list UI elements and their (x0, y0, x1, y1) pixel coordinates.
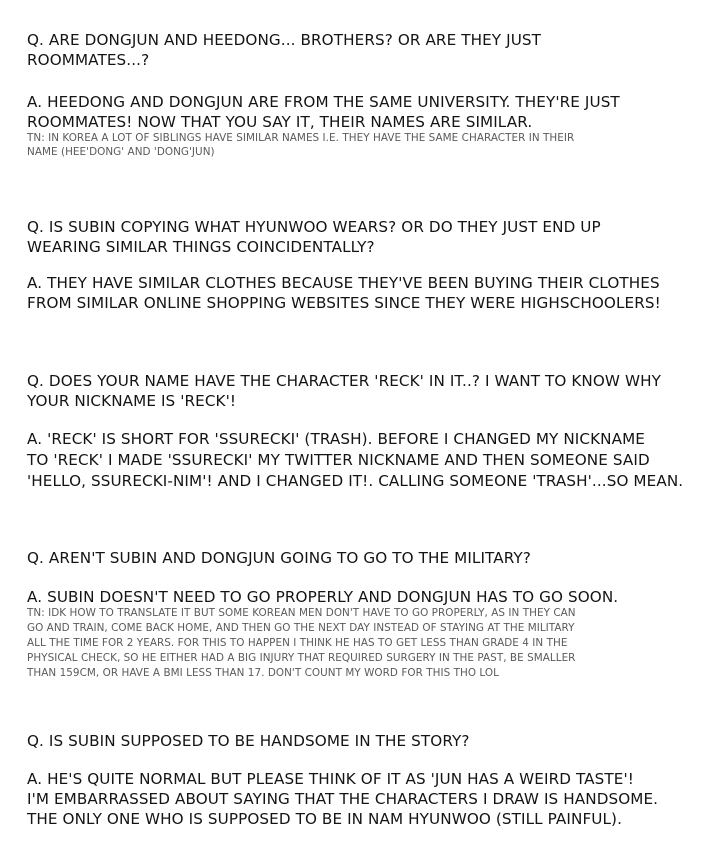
qa3-question-line-2: YOUR NICKNAME IS 'RECK'! (27, 392, 237, 410)
qa3-answer-line-1: A. 'RECK' IS SHORT FOR 'SSURECKI' (TRASH). BEFORE I CHANGED MY NICKNAME (27, 430, 646, 448)
qa3-answer-line-2: TO 'RECK' I MADE 'SSURECKI' MY TWITTER NICKNAME AND THEN SOMEONE SAID (27, 451, 650, 469)
qa1-question-line-2: ROOMMATES...? (27, 51, 150, 69)
qa4-tn-line-2: GO AND TRAIN, COME BACK HOME, AND THEN GO THE NEXT DAY INSTEAD OF STAYING AT THE MILITARY (27, 622, 575, 634)
qa5-answer-line-3: THE ONLY ONE WHO IS SUPPOSED TO BE IN NAM HYUNWOO (STILL PAINFUL). (27, 810, 623, 828)
qa1-tn-line-2: NAME (HEE'DONG' AND 'DONG'JUN) (27, 146, 215, 158)
qa4-answer-line-1: A. SUBIN DOESN'T NEED TO GO PROPERLY AND DONGJUN HAS TO GO SOON. (27, 588, 619, 606)
qa1-question-line-1: Q. ARE DONGJUN AND HEEDONG... BROTHERS? OR ARE THEY JUST (27, 31, 542, 49)
qa1-answer-line-1: A. HEEDONG AND DONGJUN ARE FROM THE SAME UNIVERSITY. THEY'RE JUST (27, 93, 620, 111)
qa4-tn-line-5: THAN 159CM, OR HAVE A BMI LESS THAN 17. DON'T COUNT MY WORD FOR THIS THO LOL (27, 667, 499, 679)
qa2-answer-line-2: FROM SIMILAR ONLINE SHOPPING WEBSITES SINCE THEY WERE HIGHSCHOOLERS! (27, 294, 661, 312)
qa3-answer-line-3: 'HELLO, SSURECKI-NIM'! AND I CHANGED IT!. CALLING SOMEONE 'TRASH'...SO MEAN. (27, 472, 684, 490)
qa2-question-line-2: WEARING SIMILAR THINGS COINCIDENTALLY? (27, 238, 375, 256)
qa2-answer-line-1: A. THEY HAVE SIMILAR CLOTHES BECAUSE THEY'VE BEEN BUYING THEIR CLOTHES (27, 274, 660, 292)
qa4-tn-line-1: TN: IDK HOW TO TRANSLATE IT BUT SOME KOREAN MEN DON'T HAVE TO GO PROPERLY, AS IN THEY CAN (27, 607, 576, 619)
qa1-answer-line-2: ROOMMATES! NOW THAT YOU SAY IT, THEIR NAMES ARE SIMILAR. (27, 113, 533, 131)
qa2-question-line-1: Q. IS SUBIN COPYING WHAT HYUNWOO WEARS? OR DO THEY JUST END UP (27, 218, 601, 236)
qa4-question-line-1: Q. AREN'T SUBIN AND DONGJUN GOING TO GO TO THE MILITARY? (27, 549, 531, 567)
qa3-question-line-1: Q. DOES YOUR NAME HAVE THE CHARACTER 'RECK' IN IT..? I WANT TO KNOW WHY (27, 372, 661, 390)
qa4-tn-line-4: PHYSICAL CHECK, SO HE EITHER HAD A BIG INJURY THAT REQUIRED SURGERY IN THE PAST, BE SMALLER (27, 652, 576, 664)
qa5-answer-line-2: I'M EMBARRASSED ABOUT SAYING THAT THE CHARACTERS I DRAW IS HANDSOME. (27, 790, 659, 808)
qa5-question-line-1: Q. IS SUBIN SUPPOSED TO BE HANDSOME IN THE STORY? (27, 732, 470, 750)
qa4-tn-line-3: ALL THE TIME FOR 2 YEARS. FOR THIS TO HAPPEN I THINK HE HAS TO GET LESS THAN GRADE 4 IN THE (27, 637, 568, 649)
qa1-tn-line-1: TN: IN KOREA A LOT OF SIBLINGS HAVE SIMILAR NAMES I.E. THEY HAVE THE SAME CHARACTER IN THEIR (27, 132, 575, 144)
qa5-answer-line-1: A. HE'S QUITE NORMAL BUT PLEASE THINK OF IT AS 'JUN HAS A WEIRD TASTE'! (27, 770, 634, 788)
